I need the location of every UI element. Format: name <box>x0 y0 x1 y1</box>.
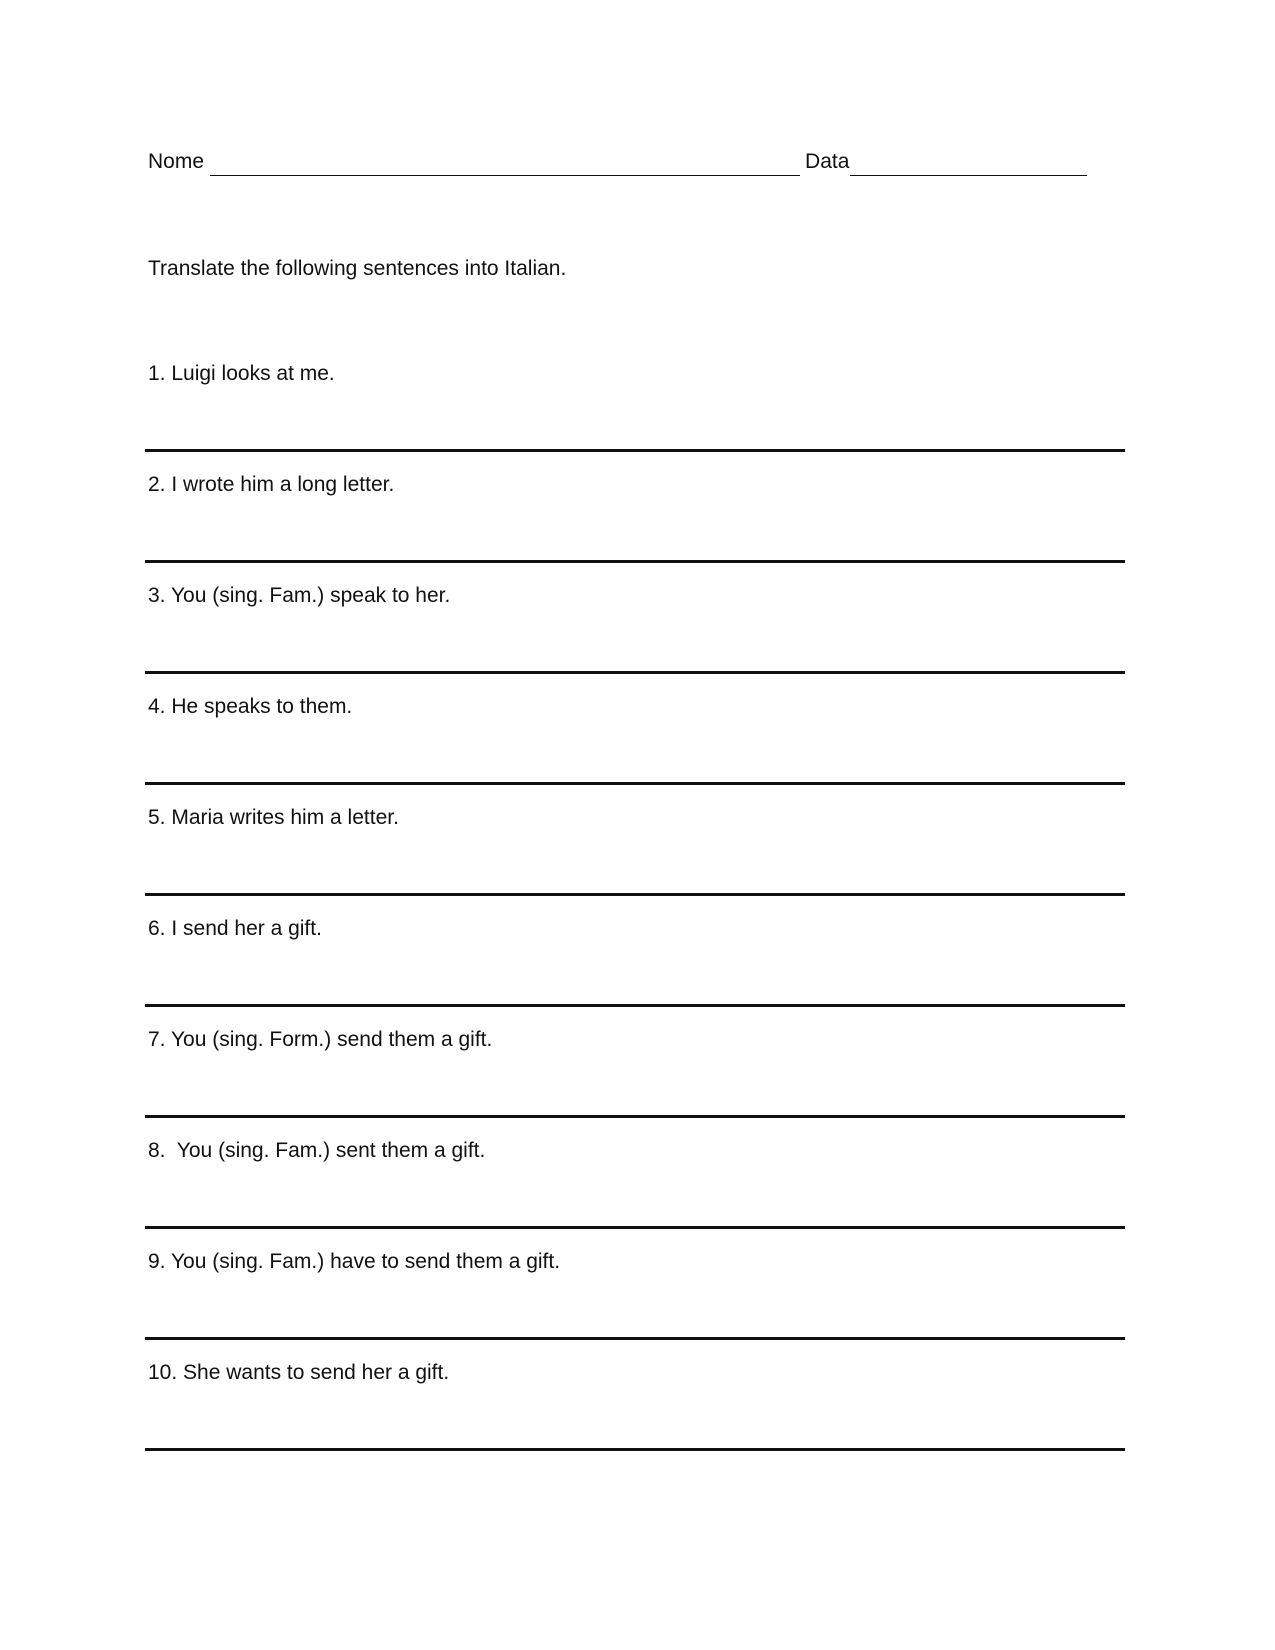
answer-line[interactable] <box>145 560 1125 563</box>
answer-line[interactable] <box>145 449 1125 452</box>
question-item <box>145 360 1125 471</box>
question-item <box>145 915 1125 1026</box>
question-text: 4. He speaks to them. <box>148 695 353 718</box>
answer-line[interactable] <box>145 1337 1125 1340</box>
answer-line[interactable] <box>145 893 1125 896</box>
question-text: 9. You (sing. Fam.) have to send them a gift. <box>148 1250 561 1273</box>
answer-line[interactable] <box>145 1004 1125 1007</box>
answer-line[interactable] <box>145 1448 1125 1451</box>
date-label: Data <box>805 150 850 173</box>
question-list <box>145 360 1125 1470</box>
question-text: 7. You (sing. Form.) send them a gift. <box>148 1028 493 1051</box>
question-text: 1. Luigi looks at me. <box>148 362 335 385</box>
header-row <box>148 148 1088 176</box>
answer-line[interactable] <box>145 671 1125 674</box>
answer-line[interactable] <box>145 1226 1125 1229</box>
question-text: 2. I wrote him a long letter. <box>148 473 395 496</box>
question-text: 3. You (sing. Fam.) speak to her. <box>148 584 451 607</box>
question-item <box>145 1026 1125 1137</box>
question-item <box>145 1248 1125 1359</box>
name-blank[interactable] <box>210 153 800 176</box>
question-text: 8. You (sing. Fam.) sent them a gift. <box>148 1139 486 1162</box>
question-text: 5. Maria writes him a letter. <box>148 806 399 829</box>
question-item <box>145 1137 1125 1248</box>
question-item <box>145 693 1125 804</box>
question-text: 6. I send her a gift. <box>148 917 322 940</box>
question-text: 10. She wants to send her a gift. <box>148 1361 450 1384</box>
instructions: Translate the following sentences into Italian. <box>148 257 567 280</box>
question-item <box>145 582 1125 693</box>
question-item <box>145 1359 1125 1470</box>
answer-line[interactable] <box>145 782 1125 785</box>
date-blank[interactable] <box>850 153 1087 176</box>
name-label: Nome <box>148 150 205 173</box>
question-item <box>145 804 1125 915</box>
question-item <box>145 471 1125 582</box>
answer-line[interactable] <box>145 1115 1125 1118</box>
